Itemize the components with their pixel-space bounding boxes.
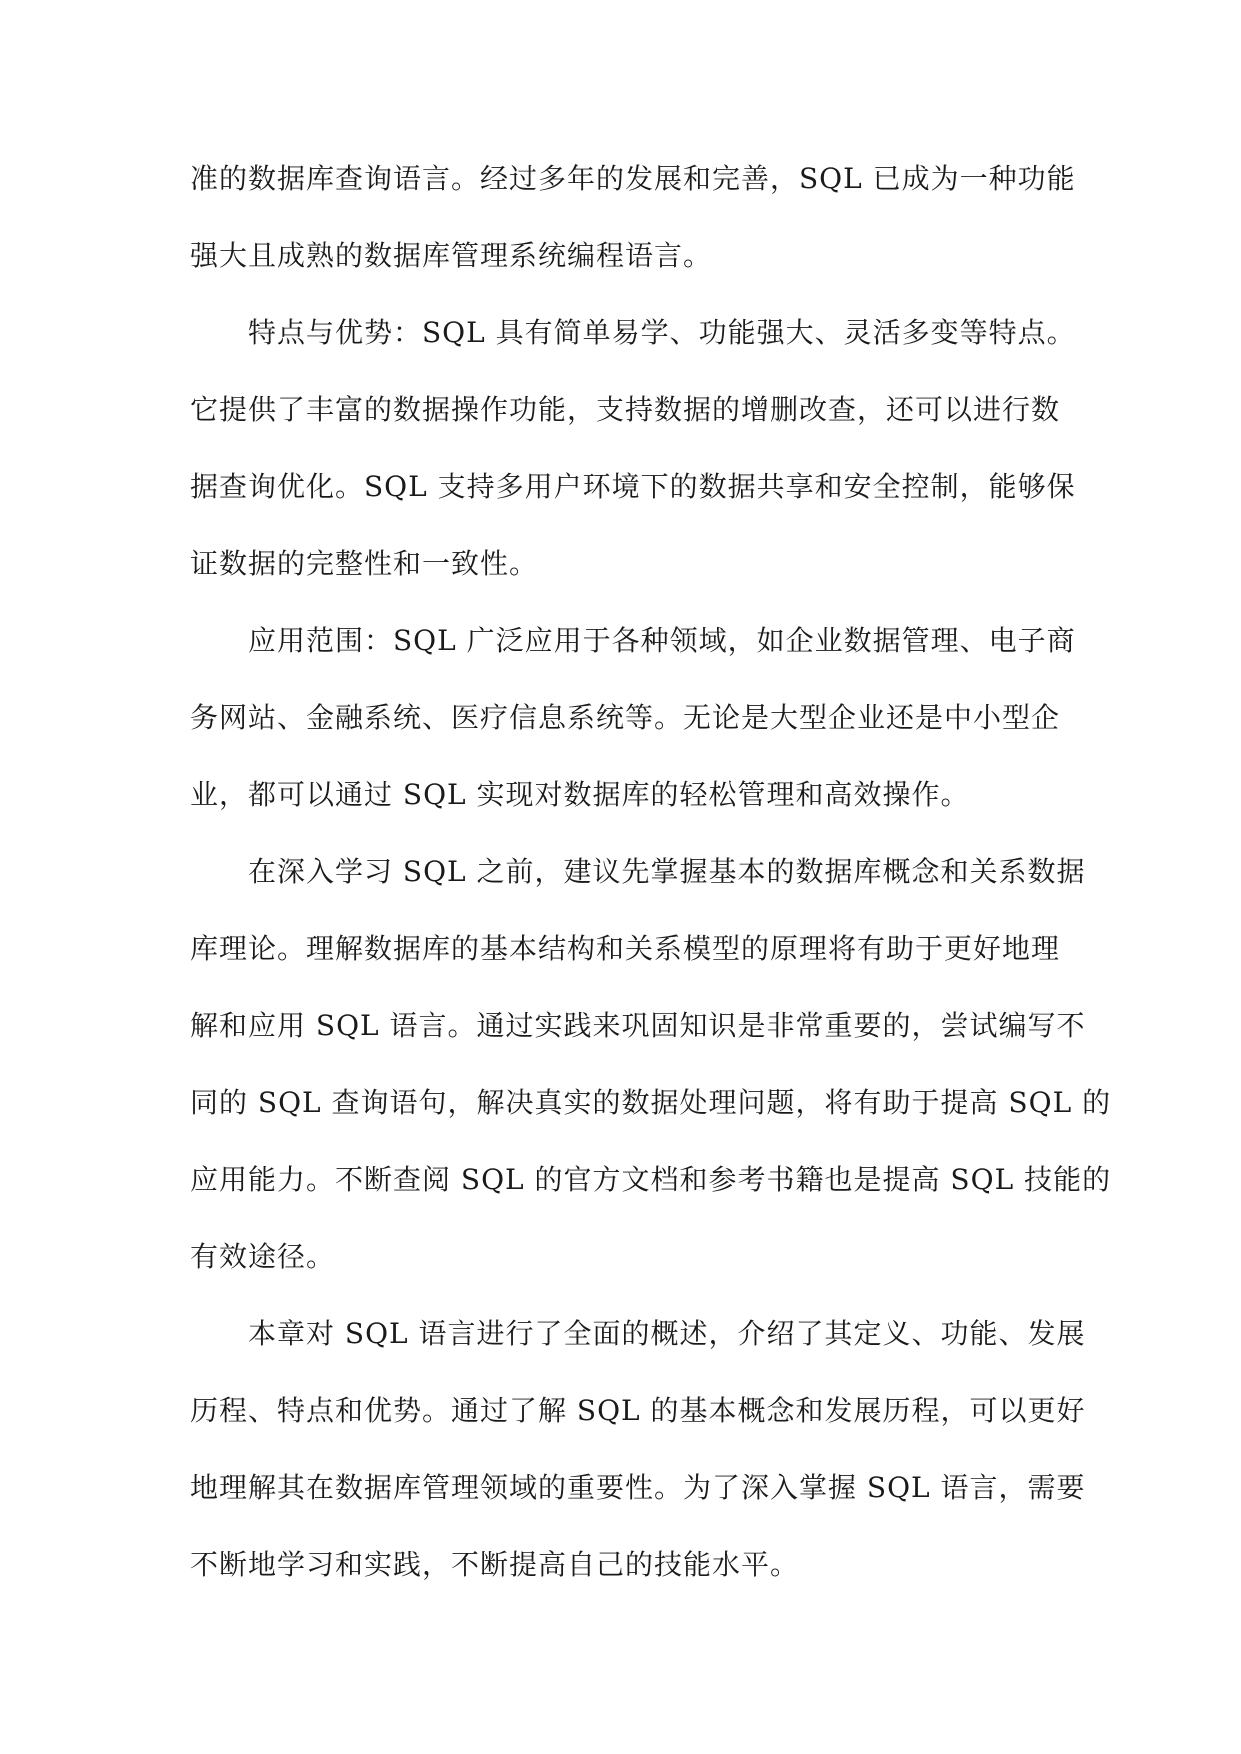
text-line: 业，都可以通过 SQL 实现对数据库的轻松管理和高效操作。: [190, 778, 970, 811]
text-line: 强大且成熟的数据库管理系统编程语言。: [190, 239, 713, 272]
text-line: 应用能力。不断查阅 SQL 的官方文档和参考书籍也是提高 SQL 技能的: [190, 1163, 1112, 1196]
text-line: 库理论。理解数据库的基本结构和关系模型的原理将有助于更好地理: [190, 932, 1061, 965]
text-line: 务网站、金融系统、医疗信息系统等。无论是大型企业还是中小型企: [190, 701, 1061, 734]
text-line: 在深入学习 SQL 之前，建议先掌握基本的数据库概念和关系数据: [248, 855, 1086, 888]
text-line: 解和应用 SQL 语言。通过实践来巩固知识是非常重要的，尝试编写不: [190, 1009, 1086, 1042]
text-line: 据查询优化。SQL 支持多用户环境下的数据共享和安全控制，能够保: [190, 470, 1076, 503]
text-line: 同的 SQL 查询语句，解决真实的数据处理问题，将有助于提高 SQL 的: [190, 1086, 1112, 1119]
text-line: 历程、特点和优势。通过了解 SQL 的基本概念和发展历程，可以更好: [190, 1394, 1086, 1427]
text-line: 证数据的完整性和一致性。: [190, 547, 539, 580]
text-line: 本章对 SQL 语言进行了全面的概述，介绍了其定义、功能、发展: [248, 1317, 1086, 1350]
text-line: 它提供了丰富的数据操作功能，支持数据的增删改查，还可以进行数: [190, 393, 1061, 426]
text-line: 不断地学习和实践，不断提高自己的技能水平。: [190, 1548, 800, 1581]
text-line: 地理解其在数据库管理领域的重要性。为了深入掌握 SQL 语言，需要: [190, 1471, 1086, 1504]
text-line: 特点与优势：SQL 具有简单易学、功能强大、灵活多变等特点。: [248, 316, 1076, 349]
text-line: 有效途径。: [190, 1240, 336, 1273]
document-body: [190, 140, 1112, 1603]
text-line: 应用范围：SQL 广泛应用于各种领域，如企业数据管理、电子商: [248, 624, 1076, 657]
text-line: 准的数据库查询语言。经过多年的发展和完善，SQL 已成为一种功能: [190, 162, 1076, 195]
